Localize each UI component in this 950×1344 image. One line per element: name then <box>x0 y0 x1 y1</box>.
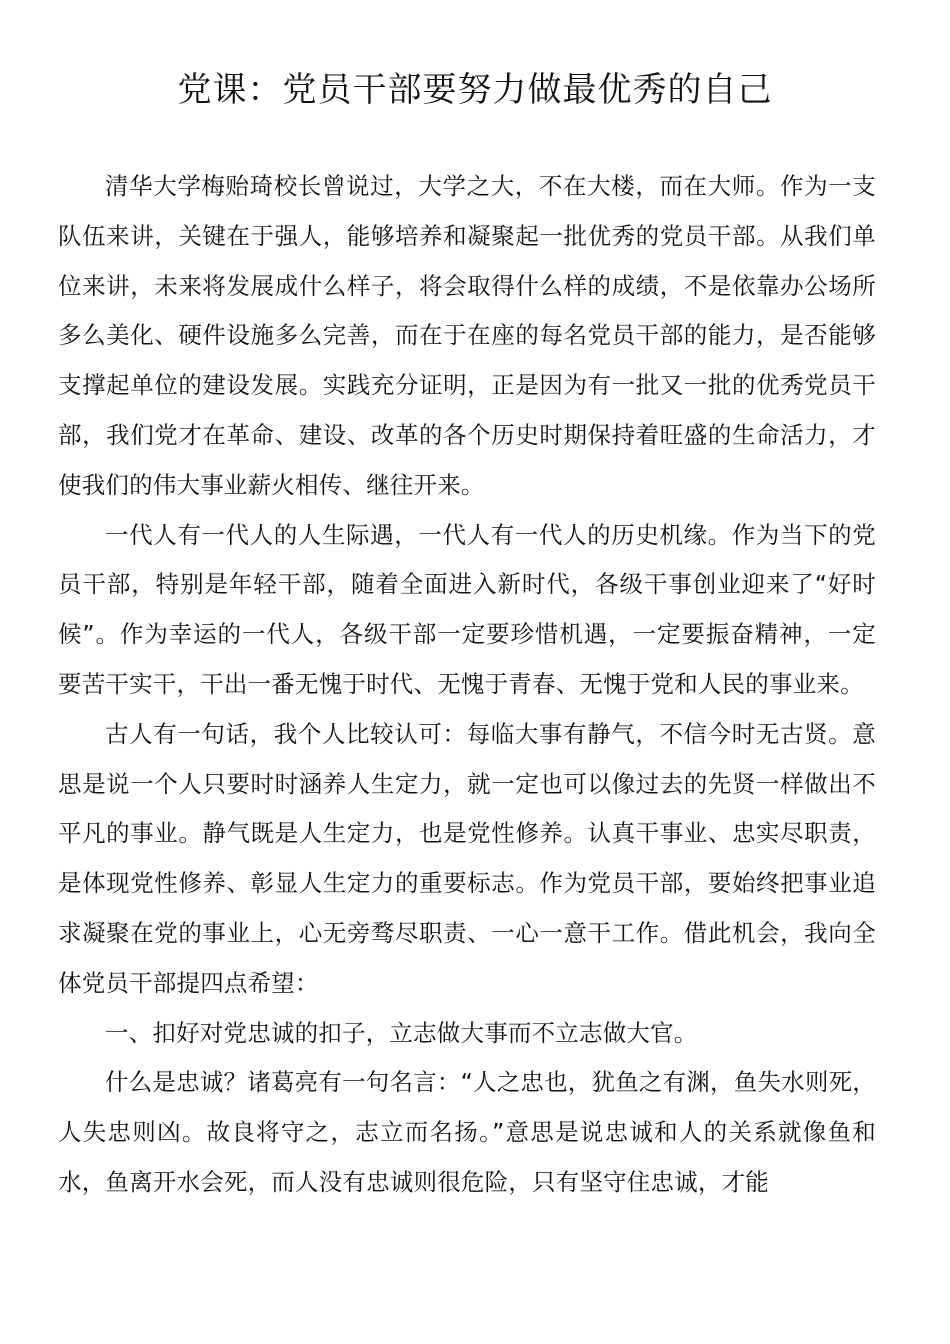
document-body <box>58 162 876 1208</box>
paragraph-generation: 一代人有一代人的人生际遇，一代人有一代人的历史机缘。作为当下的党员干部，特别是年轻干部，随着全面进入新时代，各级干事创业迎来了“好时候”。作为幸运的一代人，各级干部一定要珍惜机遇，一定要振奋精神，一定要苦干实干，干出一番无愧于时代、无愧于青春、无愧于党和人民的事业来。 <box>58 520 876 698</box>
paragraph-calmness: 古人有一句话，我个人比较认可：每临大事有静气，不信今时无古贤。意思是说一个人只要时时涵养人生定力，就一定也可以像过去的先贤一样做出不平凡的事业。静气既是人生定力，也是党性修养。认真干事业、忠实尽职责，是体现党性修养、彰显人生定力的重要标志。作为党员干部，要始终把事业追求凝聚在党的事业上，心无旁骛尽职责、一心一意干工作。借此机会，我向全体党员干部提四点希望： <box>58 719 876 997</box>
document-title: 党课：党员干部要努力做最优秀的自己 <box>177 70 773 110</box>
paragraph-intro: 清华大学梅贻琦校长曾说过，大学之大，不在大楼，而在大师。作为一支队伍来讲，关键在于强人，能够培养和凝聚起一批优秀的党员干部。从我们单位来讲，未来将发展成什么样子，将会取得什么样的成绩，不是依靠办公场所多么美化、硬件设施多么完善，而在于在座的每名党员干部的能力，是否能够支撑起单位的建设发展。实践充分证明，正是因为有一批又一批的优秀党员干部，我们党才在革命、建设、改革的各个历史时期保持着旺盛的生命活力，才使我们的伟大事业薪火相传、继往开来。 <box>58 172 876 499</box>
section-heading-loyalty: 一、扣好对党忠诚的扣子，立志做大事而不立志做大官。 <box>105 1018 698 1047</box>
paragraph-loyalty: 什么是忠诚？诸葛亮有一句名言：“人之忠也，犹鱼之有渊，鱼失水则死，人失忠则凶。故良将守之，志立而名扬。”意思是说忠诚和人的关系就像鱼和水，鱼离开水会死，而人没有忠诚则很危险，只有坚守住忠诚，才能 <box>58 1068 876 1196</box>
